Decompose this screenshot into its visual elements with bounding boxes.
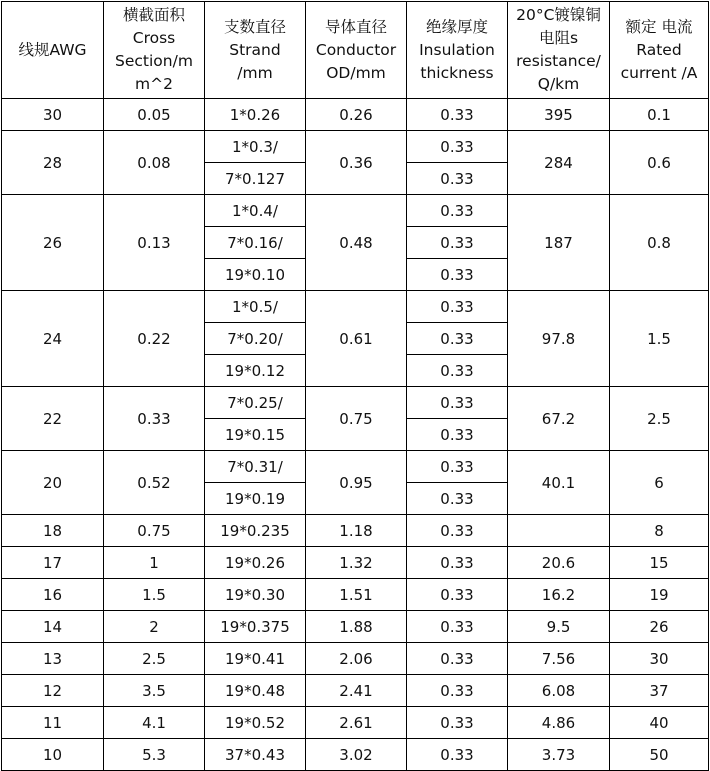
strand-cell: 19*0.15 (205, 419, 306, 451)
header-line: Q/km (537, 75, 580, 93)
rated-current-cell: 2.5 (610, 387, 709, 451)
strand-cell: 7*0.20/ (205, 323, 306, 355)
insulation-cell: 0.33 (407, 259, 508, 291)
rated-current-cell: 0.6 (610, 131, 709, 195)
conductor-od-cell: 3.02 (306, 739, 407, 771)
insulation-cell: 0.33 (407, 355, 508, 387)
conductor-od-cell: 1.88 (306, 611, 407, 643)
awg-cell: 18 (2, 515, 104, 547)
conductor-od-cell: 0.36 (306, 131, 407, 195)
header-line: 导体直径 (324, 17, 387, 36)
strand-cell: 19*0.235 (205, 515, 306, 547)
header-line: 绝缘厚度 (425, 17, 488, 36)
cross-section-cell: 0.52 (104, 451, 205, 515)
awg-spec-table (1, 1, 709, 771)
header-line: 20°C镀镍铜 (516, 6, 601, 24)
cross-section-cell: 0.05 (104, 99, 205, 131)
resistance-cell: 67.2 (508, 387, 610, 451)
cross-section-cell: 5.3 (104, 739, 205, 771)
header-line: 线规AWG (18, 40, 87, 59)
table-row (2, 547, 709, 579)
header-line: OD/mm (326, 63, 386, 82)
strand-cell: 19*0.375 (205, 611, 306, 643)
insulation-cell: 0.33 (407, 131, 508, 163)
cross-section-cell: 4.1 (104, 707, 205, 739)
table-row (2, 643, 709, 675)
cross-section-cell: 2 (104, 611, 205, 643)
strand-cell: 19*0.26 (205, 547, 306, 579)
insulation-cell: 0.33 (407, 739, 508, 771)
awg-cell: 30 (2, 99, 104, 131)
resistance-cell: 284 (508, 131, 610, 195)
cross-section-cell: 3.5 (104, 675, 205, 707)
cross-section-cell: 0.22 (104, 291, 205, 387)
resistance-cell: 97.8 (508, 291, 610, 387)
cross-section-cell: 0.75 (104, 515, 205, 547)
table-row (2, 515, 709, 547)
rated-current-cell: 0.1 (610, 99, 709, 131)
insulation-cell: 0.33 (407, 291, 508, 323)
awg-cell: 26 (2, 195, 104, 291)
strand-cell: 19*0.10 (205, 259, 306, 291)
table-row (2, 739, 709, 771)
header-insulation-thickness (407, 2, 508, 99)
rated-current-cell: 8 (610, 515, 709, 547)
insulation-cell: 0.33 (407, 707, 508, 739)
resistance-cell: 6.08 (508, 675, 610, 707)
insulation-cell: 0.33 (407, 675, 508, 707)
resistance-cell: 40.1 (508, 451, 610, 515)
strand-cell: 37*0.43 (205, 739, 306, 771)
header-line: Conductor (315, 40, 397, 59)
header-line: Section/m (115, 52, 193, 70)
header-line: 横截面积 (122, 6, 185, 24)
conductor-od-cell: 1.51 (306, 579, 407, 611)
insulation-cell: 0.33 (407, 99, 508, 131)
rated-current-cell: 19 (610, 579, 709, 611)
insulation-cell: 0.33 (407, 547, 508, 579)
header-line: 支数直径 (223, 17, 286, 36)
strand-cell: 7*0.31/ (205, 451, 306, 483)
rated-current-cell: 1.5 (610, 291, 709, 387)
header-rated-current (610, 2, 709, 99)
insulation-cell: 0.33 (407, 515, 508, 547)
resistance-cell: 16.2 (508, 579, 610, 611)
strand-cell: 1*0.26 (205, 99, 306, 131)
strand-cell: 7*0.127 (205, 163, 306, 195)
awg-cell: 22 (2, 387, 104, 451)
conductor-od-cell: 2.41 (306, 675, 407, 707)
table-row (2, 675, 709, 707)
header-resistance (508, 2, 610, 99)
strand-cell: 7*0.16/ (205, 227, 306, 259)
resistance-cell: 9.5 (508, 611, 610, 643)
strand-cell: 19*0.12 (205, 355, 306, 387)
awg-cell: 13 (2, 643, 104, 675)
header-line: Rated (636, 40, 682, 59)
rated-current-cell: 6 (610, 451, 709, 515)
header-conductor-od (306, 2, 407, 99)
header-cross-section (104, 2, 205, 99)
insulation-cell: 0.33 (407, 579, 508, 611)
cross-section-cell: 0.33 (104, 387, 205, 451)
table-row (2, 451, 709, 483)
strand-cell: 19*0.30 (205, 579, 306, 611)
conductor-od-cell: 2.61 (306, 707, 407, 739)
table-row (2, 707, 709, 739)
cross-section-cell: 0.13 (104, 195, 205, 291)
header-strand (205, 2, 306, 99)
insulation-cell: 0.33 (407, 323, 508, 355)
awg-cell: 16 (2, 579, 104, 611)
header-row (2, 2, 709, 99)
conductor-od-cell: 0.95 (306, 451, 407, 515)
strand-cell: 19*0.41 (205, 643, 306, 675)
insulation-cell: 0.33 (407, 419, 508, 451)
conductor-od-cell: 0.48 (306, 195, 407, 291)
awg-cell: 20 (2, 451, 104, 515)
header-line: thickness (420, 63, 494, 82)
header-line: 额定 电流 (625, 17, 693, 36)
awg-cell: 24 (2, 291, 104, 387)
insulation-cell: 0.33 (407, 483, 508, 515)
strand-cell: 1*0.3/ (205, 131, 306, 163)
conductor-od-cell: 1.18 (306, 515, 407, 547)
resistance-cell: 4.86 (508, 707, 610, 739)
strand-cell: 19*0.19 (205, 483, 306, 515)
conductor-od-cell: 1.32 (306, 547, 407, 579)
resistance-cell: 187 (508, 195, 610, 291)
table-row (2, 387, 709, 419)
insulation-cell: 0.33 (407, 195, 508, 227)
insulation-cell: 0.33 (407, 387, 508, 419)
header-awg (2, 2, 104, 99)
awg-cell: 17 (2, 547, 104, 579)
awg-cell: 14 (2, 611, 104, 643)
table-row (2, 291, 709, 323)
header-line: Cross (132, 29, 176, 47)
resistance-cell: 20.6 (508, 547, 610, 579)
resistance-cell: 395 (508, 99, 610, 131)
awg-cell: 28 (2, 131, 104, 195)
strand-cell: 1*0.5/ (205, 291, 306, 323)
header-line: /mm (237, 63, 273, 82)
cross-section-cell: 1 (104, 547, 205, 579)
rated-current-cell: 26 (610, 611, 709, 643)
insulation-cell: 0.33 (407, 163, 508, 195)
insulation-cell: 0.33 (407, 611, 508, 643)
insulation-cell: 0.33 (407, 451, 508, 483)
resistance-cell: 7.56 (508, 643, 610, 675)
header-line: current /A (620, 63, 698, 82)
rated-current-cell: 37 (610, 675, 709, 707)
resistance-cell: 3.73 (508, 739, 610, 771)
strand-cell: 19*0.52 (205, 707, 306, 739)
strand-cell: 1*0.4/ (205, 195, 306, 227)
cross-section-cell: 2.5 (104, 643, 205, 675)
resistance-cell (508, 515, 610, 547)
conductor-od-cell: 0.26 (306, 99, 407, 131)
table-row (2, 99, 709, 131)
table-row (2, 195, 709, 227)
rated-current-cell: 15 (610, 547, 709, 579)
header-line: m^2 (135, 75, 173, 93)
rated-current-cell: 0.8 (610, 195, 709, 291)
strand-cell: 7*0.25/ (205, 387, 306, 419)
awg-cell: 11 (2, 707, 104, 739)
cross-section-cell: 0.08 (104, 131, 205, 195)
conductor-od-cell: 0.61 (306, 291, 407, 387)
conductor-od-cell: 2.06 (306, 643, 407, 675)
awg-cell: 10 (2, 739, 104, 771)
rated-current-cell: 30 (610, 643, 709, 675)
cross-section-cell: 1.5 (104, 579, 205, 611)
awg-cell: 12 (2, 675, 104, 707)
table-row (2, 611, 709, 643)
header-line: resistance/ (516, 52, 601, 70)
table-row (2, 579, 709, 611)
header-line: Insulation (419, 40, 495, 59)
rated-current-cell: 50 (610, 739, 709, 771)
strand-cell: 19*0.48 (205, 675, 306, 707)
rated-current-cell: 40 (610, 707, 709, 739)
insulation-cell: 0.33 (407, 643, 508, 675)
insulation-cell: 0.33 (407, 227, 508, 259)
header-line: 电阻s (538, 29, 579, 47)
header-line: Strand (229, 40, 281, 59)
table-row (2, 131, 709, 163)
conductor-od-cell: 0.75 (306, 387, 407, 451)
